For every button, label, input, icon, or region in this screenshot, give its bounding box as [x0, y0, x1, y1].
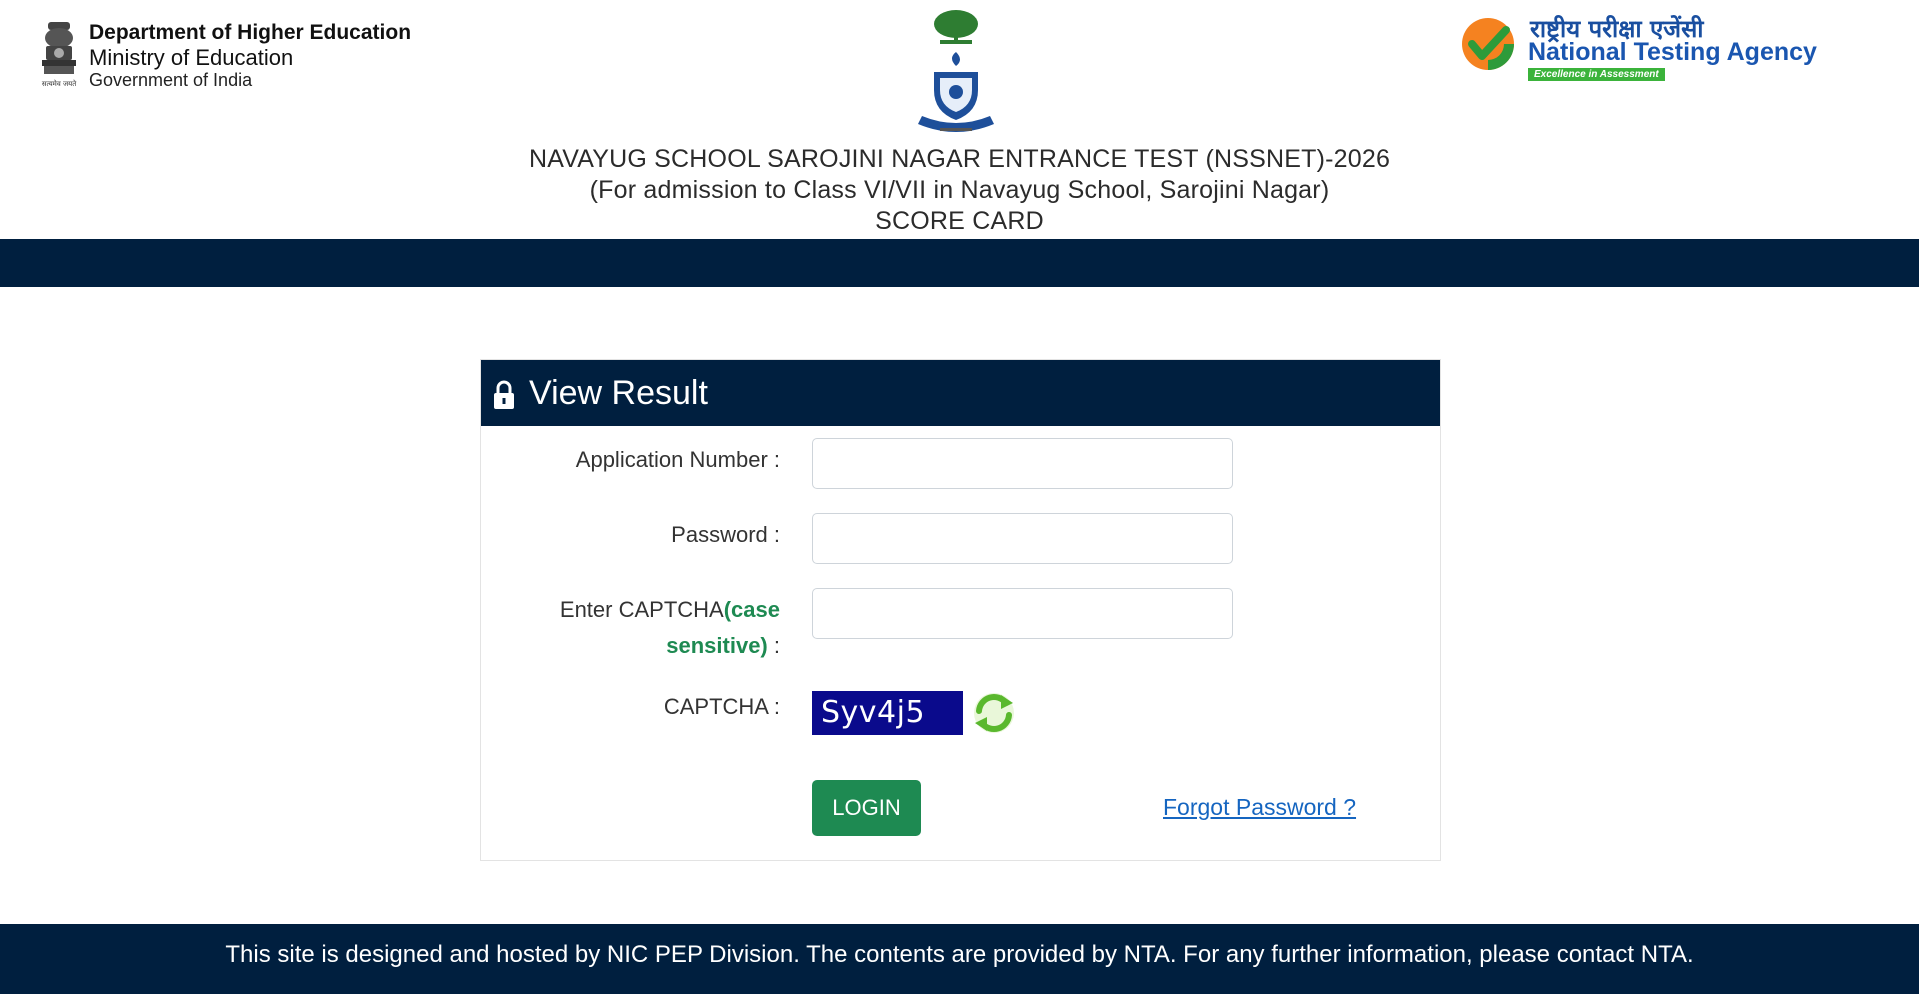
- page-footer: [0, 924, 1919, 994]
- login-panel: [480, 359, 1441, 861]
- panel-header: [481, 360, 1440, 426]
- captcha-entry-label: [550, 592, 780, 664]
- nta-english-name: National Testing Agency: [1528, 38, 1817, 66]
- ministry-name: Ministry of Education: [89, 45, 294, 71]
- svg-text:सत्यमेव जयते: सत्यमेव जयते: [41, 80, 77, 88]
- nta-tagline: Excellence in Assessment: [1528, 68, 1665, 81]
- nta-logo: [1460, 12, 1820, 84]
- application-number-input[interactable]: [812, 438, 1233, 489]
- department-name: Department of Higher Education: [89, 21, 412, 44]
- school-logo-icon: [910, 8, 1002, 136]
- government-name: Government of India: [89, 70, 253, 91]
- captcha-image: Syv4j5: [812, 691, 963, 735]
- department-block: [89, 21, 411, 91]
- application-number-label: Application Number :: [575, 447, 780, 472]
- score-card-title: SCORE CARD: [875, 207, 1044, 235]
- panel-title: View Result: [529, 373, 708, 412]
- captcha-entry-label-suffix: :: [767, 633, 780, 658]
- login-button[interactable]: LOGIN: [812, 780, 921, 836]
- lock-icon: [493, 380, 515, 410]
- footer-text: This site is designed and hosted by NIC PEP Division. The contents are provided by NTA. For any further information, please contact NTA.: [225, 941, 1694, 968]
- case-sensitive-note: (case sensitive): [666, 597, 780, 658]
- nta-checkmark-logo-icon: [1460, 16, 1516, 72]
- exam-subtitle: (For admission to Class VI/VII in Navayug School, Sarojini Nagar): [589, 176, 1330, 204]
- captcha-label: CAPTCHA :: [663, 694, 780, 719]
- exam-title: NAVAYUG SCHOOL SAROJINI NAGAR ENTRANCE TEST (NSSNET)-2026: [528, 145, 1391, 173]
- password-label: Password :: [671, 522, 780, 547]
- password-input[interactable]: [812, 513, 1233, 564]
- national-emblem-icon: [34, 18, 84, 90]
- forgot-password-link[interactable]: Forgot Password ?: [1163, 794, 1357, 820]
- nta-hindi-name: राष्ट्रीय परीक्षा एजेंसी: [1530, 15, 1704, 43]
- refresh-icon[interactable]: [971, 689, 1017, 737]
- navy-band: [0, 239, 1919, 287]
- page-title: [0, 144, 1919, 237]
- page-header: [0, 0, 1919, 239]
- captcha-entry-label-text: Enter CAPTCHA: [559, 597, 724, 622]
- captcha-input[interactable]: [812, 588, 1233, 639]
